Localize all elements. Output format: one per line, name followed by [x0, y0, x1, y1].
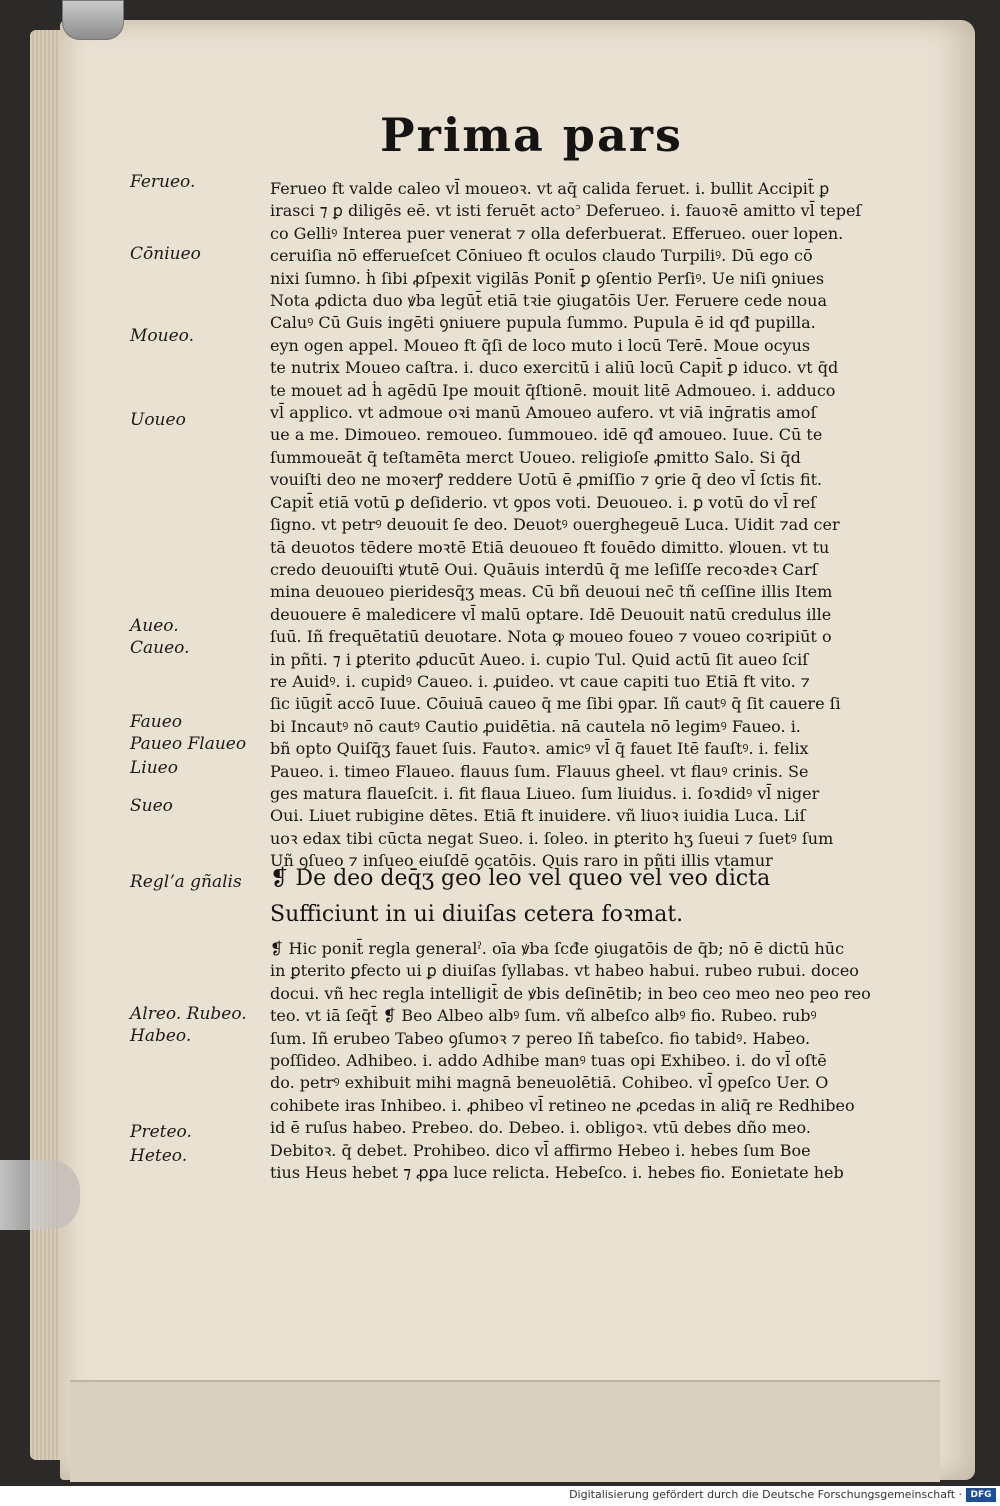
text-line: vouiſti deo ne moꝛerꝭ reddere Uotū ē ꝓmiſſio ⁊ ꝯrie q̄ deo vl̄ ſctis fit. — [270, 470, 823, 490]
body-text-upper — [270, 178, 890, 873]
text-line: uoꝛ edax tibi cūcta negat Sueo. i. ſoleo. in ꝑterito hʒ ſueui ⁊ ſuetꝰ ſum — [270, 828, 834, 848]
page-bottom-edge — [70, 1380, 940, 1482]
body-text-lower — [270, 938, 890, 1184]
text-line: irasci ⁊ ꝑ diligēs eē. vt isti feruēt acto꜄ Deferueo. i. fauoꝛē amitto vl̄ tepeſ — [270, 201, 862, 221]
text-line: re Auidꝰ. i. cupidꝰ Caueo. i. ꝓuideo. vt caue capiti tuo Etiā ft vito. ⁊ — [270, 671, 810, 691]
text-line: do. petrꝰ exhibuit mihi magnā beneuolētiā. Cohibeo. vl̄ ꝯpeſco Uer. O — [270, 1073, 829, 1093]
text-line: te mouet ad ḣ agēdū Ipe mouit q̄ſtionē. mouit litē Admoueo. i. adduco — [270, 380, 836, 400]
margin-note-caueo: Caueo. — [130, 638, 190, 658]
text-line: bi Incautꝰ nō cautꝰ Cautio ꝓuidētia. nā cautela nō legimꝰ Faueo. i. — [270, 716, 801, 736]
text-line: Debitoꝛ. q̄ debet. Prohibeo. dico vl̄ affirmo Hebeo i. hebes ſum Boe — [270, 1140, 811, 1160]
margin-note-regula-generalis: Reglʼa gñalis — [130, 872, 242, 892]
text-line: bñ opto Quiſq̄ʒ fauet ſuis. Fautoꝛ. amicꝰ vl̄ q̄ fauet Itē fauſtꝰ. i. felix — [270, 739, 809, 759]
text-line: vl̄ applico. vt admoue oꝛi manū Amoueo aufero. vt viā inḡratis amoſ — [270, 403, 817, 423]
funding-credit: Digitalisierung gefördert durch die Deutsche Forschungsgemeinschaft · — [569, 1488, 962, 1501]
margin-note-hebeo: Heteo. — [130, 1146, 188, 1166]
text-line: credo deuouiſti ꝟtutē Oui. Quāuis interdū q̄ me leſiſſe recoꝛdeꝛ Carſ — [270, 559, 818, 579]
margin-note-aueo: Aueo. — [130, 616, 179, 636]
text-line: ſigno. vt petrꝰ deuouit ſe deo. Deuotꝰ ouerghegeuē Luca. Uidit ⁊ad cer — [270, 515, 840, 535]
text-line: deuouere ē maledicere vl̄ malū optare. Idē Deuouit natū credulus ille — [270, 604, 832, 624]
margin-note-albeo-rubeo: Alreo. Rubeo. — [130, 1004, 247, 1024]
page-heading: Prima pars — [380, 108, 683, 162]
rule-verse-line-2: Sufficiunt in ui diuiſas cetera foꝛmat. — [270, 902, 684, 927]
text-line: id ē ruſus habeo. Prebeo. do. Debeo. i. obligoꝛ. vtū debes dño meo. — [270, 1118, 811, 1138]
text-line: docui. vñ hec regla intelligit̄ de ꝟbis deſinētib; in beo ceo meo neo peo reo — [270, 983, 871, 1003]
text-line: nixi ſumno. ḣ ſibi ꝓſpexit vigilās Ponit̄ ꝑ ꝯſentio Perſiꝰ. Ue niſi ꝯniues — [270, 268, 825, 288]
margin-note-coniueo: Cōniueo — [130, 244, 201, 264]
margin-note-sueo: Sueo — [130, 796, 173, 816]
margin-note-faueo: Faueo — [130, 712, 183, 732]
text-line: in ꝑterito ꝑfecto ui ꝑ diuiſas ſyllabas. vt habeo habui. rubeo rubui. doceo — [270, 961, 859, 981]
rule-verse-line-1: ❡ De deo deq̄ʒ geo leo vel queo vel veo dicta — [270, 866, 771, 891]
text-line: poſſideo. Adhibeo. i. addo Adhibe manꝰ tuas opi Exhibeo. i. do vl̄ oſtē — [270, 1051, 827, 1071]
margin-note-liueo: Liueo — [130, 758, 178, 778]
text-line: Caluꝰ Cū Guis ingēti ꝯniuere pupula ſummo. Pupula ē id qđ pupilla. — [270, 313, 816, 333]
text-line: Uñ ꝯſueo ⁊ inſueo eiuſdē ꝯcatōis. Quis raro in pñti illis vtamur — [270, 851, 773, 871]
text-line: ❡ Hic ponit̄ regla generalˀ. oīa ꝟba ſcđe ꝯiugatōis de q̄b; nō ē dictū hūc — [270, 939, 845, 958]
book-clip-left — [0, 1160, 80, 1230]
text-line: Nota ꝓdicta duo ꝟba legūt̄ etiā tꝛie ꝯiugatōis Uer. Feruere cede noua — [270, 291, 828, 311]
text-line: ue a me. Dimoueo. remoueo. ſummoueo. idē qđ amoueo. Iuue. Cū te — [270, 425, 823, 445]
text-line: ceruiſia nō efferueſcet Cōniueo ft oculos claudo Turpiliꝰ. Dū ego cō — [270, 246, 813, 266]
text-line: co Gelliꝰ Interea puer venerat ⁊ olla deferbuerat. Efferueo. ouer lopen. — [270, 223, 844, 243]
margin-note-uoueo: Uoueo — [130, 410, 186, 430]
text-line: ſuū. Iñ frequētatiū deuotare. Nota ꝙ moueo foueo ⁊ voueo coꝛripiūt o — [270, 627, 832, 647]
text-line: in pñti. ⁊ i ꝑterito ꝓducūt Aueo. i. cupio Tul. Quid actū ſit aueo ſciſ — [270, 649, 809, 669]
text-line: Capit̄ etiā votū ꝑ deſiderio. vt ꝯpos voti. Deuoueo. i. ꝑ votū do vl̄ reſ — [270, 492, 817, 512]
text-line: ſic iūgit̄ accō Iuue. Cōuiuā caueo q̄ me ſibi ꝯpar. Iñ cautꝰ q̄ ſit cauere ſi — [270, 694, 841, 714]
text-line: mina deuoueo pieridesq̄ʒ meas. Cū bñ deuoui nec̄ tñ ceſſine illis Item — [270, 582, 833, 602]
margin-note-ferueo: Ferueo. — [130, 172, 196, 192]
text-line: tius Heus hebet ⁊ ꝓꝑa luce relicta. Hebeſco. i. hebes fio. Eonietate heb — [270, 1163, 844, 1183]
dfg-logo: DFG — [966, 1488, 996, 1502]
text-line: ſum. Iñ erubeo Tabeo ꝯſumoꝛ ⁊ pereo Iñ tabeſco. fio tabidꝰ. Habeo. — [270, 1028, 811, 1048]
footer-bar — [0, 1486, 1000, 1506]
text-line: tā deuotos tēdere moꝛtē Etiā deuoueo ft fouēdo dimitto. ꝟlouen. vt tu — [270, 537, 830, 557]
text-line: teo. vt iā ſeq̄t̄ ❡ Beo Albeo albꝰ ſum. vñ albeſco albꝰ fio. Rubeo. rubꝰ — [270, 1006, 817, 1026]
margin-note-moueo: Moueo. — [130, 326, 194, 346]
text-line: Oui. Liuet rubigine dētes. Etiā ft inuidere. vñ liuoꝛ iuidia Luca. Liſ — [270, 806, 806, 826]
text-line: eyn ogen appel. Moueo ft q̄ſi de loco muto i locū Terē. Moue ocyus — [270, 335, 811, 355]
book-clip-top — [62, 0, 124, 40]
text-line: ſummoueāt q̄ teſtamēta merct Uoueo. religioſe ꝓmitto Salo. Si q̄d — [270, 447, 801, 467]
margin-note-habeo: Habeo. — [130, 1026, 192, 1046]
margin-note-paueo-flaueo: Paueo Flaueo — [130, 734, 247, 754]
text-line: cohibete iras Inhibeo. i. ꝓhibeo vl̄ retineo ne ꝓcedas in aliq̄ re Redhibeo — [270, 1095, 855, 1115]
text-line: Paueo. i. timeo Flaueo. flauus ſum. Flauus gheel. vt flauꝰ crinis. Se — [270, 761, 809, 781]
margin-note-prebeo: Preteo. — [130, 1122, 192, 1142]
text-line: ges matura flaueſcit. i. fit flaua Liueo. ſum liuidus. i. ſoꝛdidꝰ vl̄ niger — [270, 783, 820, 803]
text-line: te nutrix Moueo caſtra. i. duco exercitū i aliū locū Capit̄ ꝑ iduco. vt q̄d — [270, 358, 839, 378]
text-line: Ferueo ft valde caleo vl̄ moueoꝛ. vt aq̄ calida feruet. i. bullit Accipit̄ ꝑ — [270, 179, 830, 198]
